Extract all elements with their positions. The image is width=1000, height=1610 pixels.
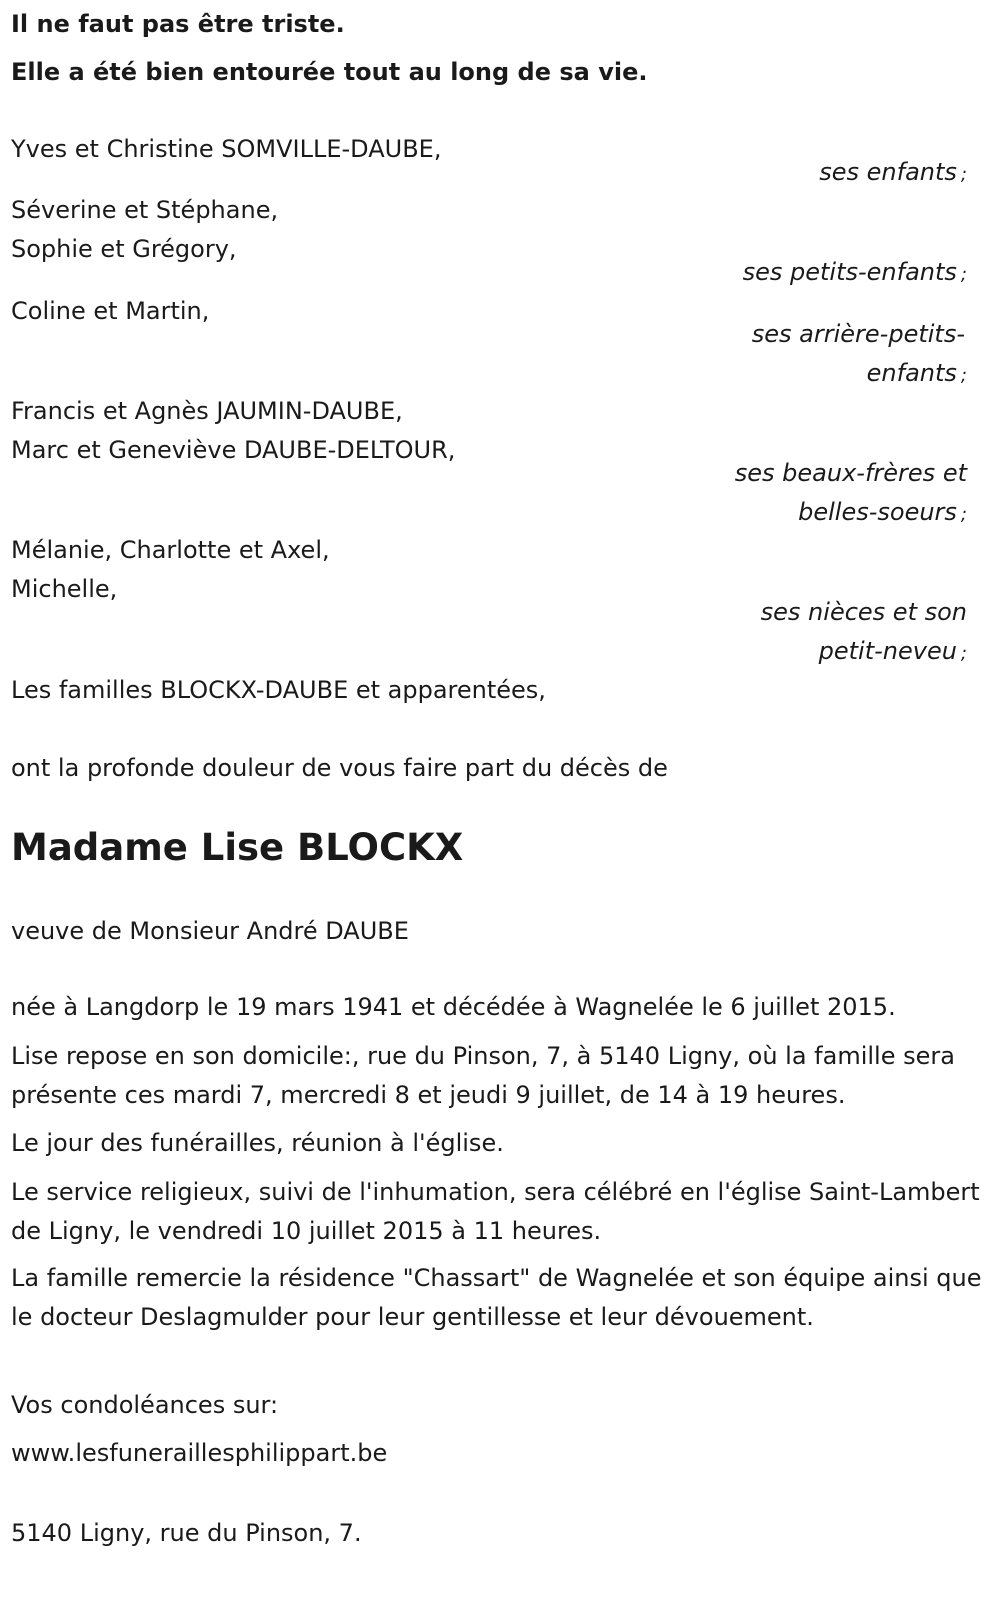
wake-text: Lise repose en son domicile:, rue du Pinson, 7, à 5140 Ligny, où la famille sera présente ces mardi 7, mercredi 8 et jeudi 9 juillet, de 14 à 19 heures. (11, 1042, 955, 1109)
relation-nieces-line-1: ses nièces et son (760, 598, 967, 626)
nieces-name-2: Michelle, (11, 575, 118, 603)
families-line: Les familles BLOCKX-DAUBE et apparentées, (11, 676, 546, 704)
epigraph-line-2: Elle a été bien entourée tout au long de sa vie. (11, 58, 648, 86)
in-laws-name-2: Marc et Geneviève DAUBE-DELTOUR, (11, 436, 456, 464)
relation-great-grandchildren-line-1: ses arrière-petits- (751, 320, 965, 348)
relation-grandchildren: ses petits-enfants ; (742, 258, 967, 286)
relation-great-grandchildren-line-2: enfants ; (866, 359, 967, 387)
relation-children: ses enfants ; (819, 158, 967, 186)
announcement: ont la profonde douleur de vous faire part du décès de (11, 754, 668, 782)
service-text: Le service religieux, suivi de l'inhumation, sera célébré en l'église Saint-Lambert de Ligny, le vendredi 10 juillet 2015 à 11 heures. (11, 1178, 980, 1245)
great-grandchildren-names: Coline et Martin, (11, 297, 210, 325)
epigraph-line-1: Il ne faut pas être triste. (11, 10, 345, 38)
nieces-name-1: Mélanie, Charlotte et Axel, (11, 536, 330, 564)
condolences-website-link[interactable]: www.lesfuneraillesphilippart.be (11, 1439, 388, 1467)
condolences-label: Vos condoléances sur: (11, 1391, 279, 1419)
relation-nieces-line-2: petit-neveu ; (818, 637, 967, 665)
relation-in-laws-line-1: ses beaux-frères et (734, 459, 967, 487)
address: 5140 Ligny, rue du Pinson, 7. (11, 1519, 362, 1547)
in-laws-name-1: Francis et Agnès JAUMIN-DAUBE, (11, 397, 403, 425)
relation-in-laws-line-2: belles-soeurs ; (798, 498, 967, 526)
children-names: Yves et Christine SOMVILLE-DAUBE, (11, 135, 442, 163)
funeral-day-text: Le jour des funérailles, réunion à l'église. (11, 1129, 504, 1157)
grandchildren-name-1: Séverine et Stéphane, (11, 196, 279, 224)
widow-of: veuve de Monsieur André DAUBE (11, 917, 409, 945)
thanks-text: La famille remercie la résidence "Chassart" de Wagnelée et son équipe ainsi que le docteur Deslagmulder pour leur gentillesse et leur dévouement. (11, 1264, 982, 1331)
grandchildren-name-2: Sophie et Grégory, (11, 235, 237, 263)
birth-death-text: née à Langdorp le 19 mars 1941 et décédée à Wagnelée le 6 juillet 2015. (11, 993, 896, 1021)
deceased-name: Madame Lise BLOCKX (11, 826, 464, 869)
